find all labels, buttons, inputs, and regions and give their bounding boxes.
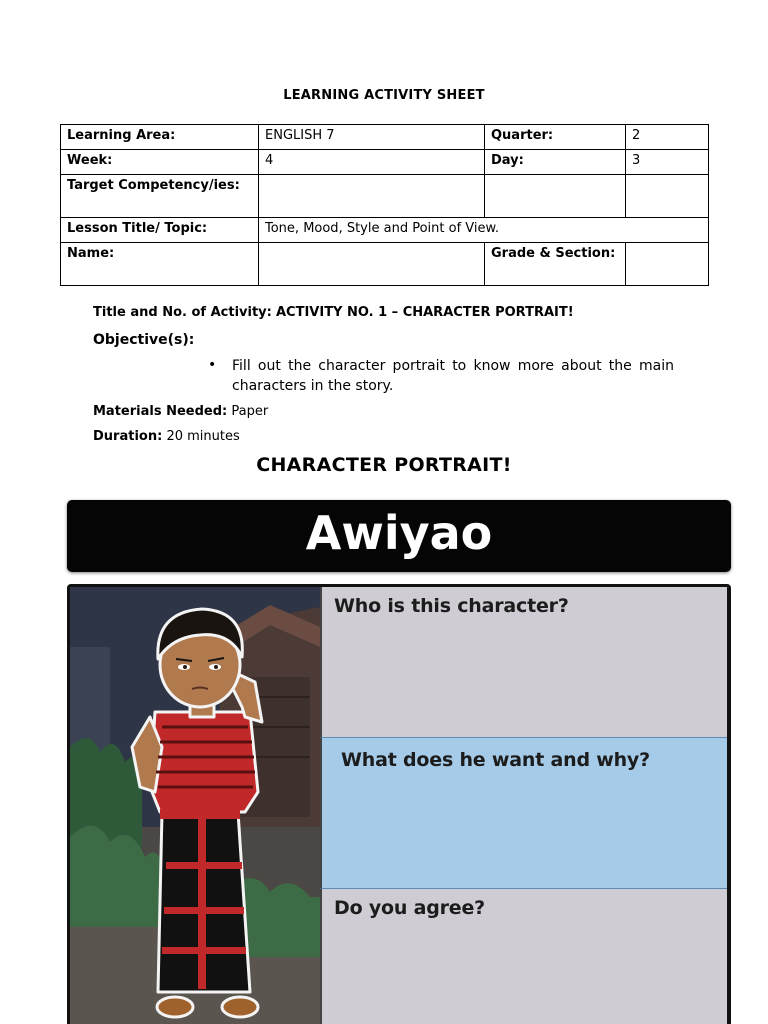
objective-label: Objective(s):	[93, 332, 195, 348]
question-box-1[interactable]	[320, 587, 727, 737]
question-want: What does he want and why?	[341, 749, 650, 771]
question-who: Who is this character?	[334, 595, 569, 617]
competency-field-3[interactable]	[626, 175, 709, 218]
character-name: Awiyao	[305, 506, 493, 560]
name-label: Name:	[61, 243, 259, 286]
materials-line	[93, 404, 268, 419]
duration-label: Duration:	[93, 429, 163, 444]
grade-section-label: Grade & Section:	[485, 243, 626, 286]
lesson-label: Lesson Title/ Topic:	[61, 218, 259, 243]
week-value: 4	[259, 150, 485, 175]
sheet-title: LEARNING ACTIVITY SHEET	[283, 88, 485, 103]
learning-area-label: Learning Area:	[61, 125, 259, 150]
question-box-2[interactable]	[320, 737, 727, 889]
name-field[interactable]	[259, 243, 485, 286]
duration-value: 20 minutes	[166, 429, 240, 444]
character-illustration	[70, 587, 320, 1024]
materials-label: Materials Needed:	[93, 404, 228, 419]
info-table	[60, 124, 709, 286]
competency-label: Target Competency/ies:	[61, 175, 259, 218]
objective-text: Fill out the character portrait to know more about the main characters in the story.	[232, 358, 674, 394]
character-name-banner	[67, 500, 731, 572]
competency-field-2[interactable]	[485, 175, 626, 218]
day-label: Day:	[485, 150, 626, 175]
objective-bullet: •	[208, 357, 217, 373]
lesson-value: Tone, Mood, Style and Point of View.	[259, 218, 709, 243]
quarter-label: Quarter:	[485, 125, 626, 150]
activity-title-value: ACTIVITY NO. 1 – CHARACTER PORTRAIT!	[275, 305, 574, 320]
question-box-3[interactable]	[320, 889, 727, 1024]
activity-title-line	[93, 305, 574, 320]
activity-title-label: Title and No. of Activity:	[93, 305, 272, 320]
quarter-value: 2	[626, 125, 709, 150]
week-label: Week:	[61, 150, 259, 175]
question-agree: Do you agree?	[334, 897, 486, 919]
grade-section-field[interactable]	[626, 243, 709, 286]
day-value: 3	[626, 150, 709, 175]
competency-field[interactable]	[259, 175, 485, 218]
learning-area-value: ENGLISH 7	[259, 125, 485, 150]
duration-line	[93, 429, 240, 444]
portrait-heading: CHARACTER PORTRAIT!	[256, 454, 512, 476]
materials-value: Paper	[231, 404, 269, 419]
character-portrait-panel	[67, 584, 731, 1024]
